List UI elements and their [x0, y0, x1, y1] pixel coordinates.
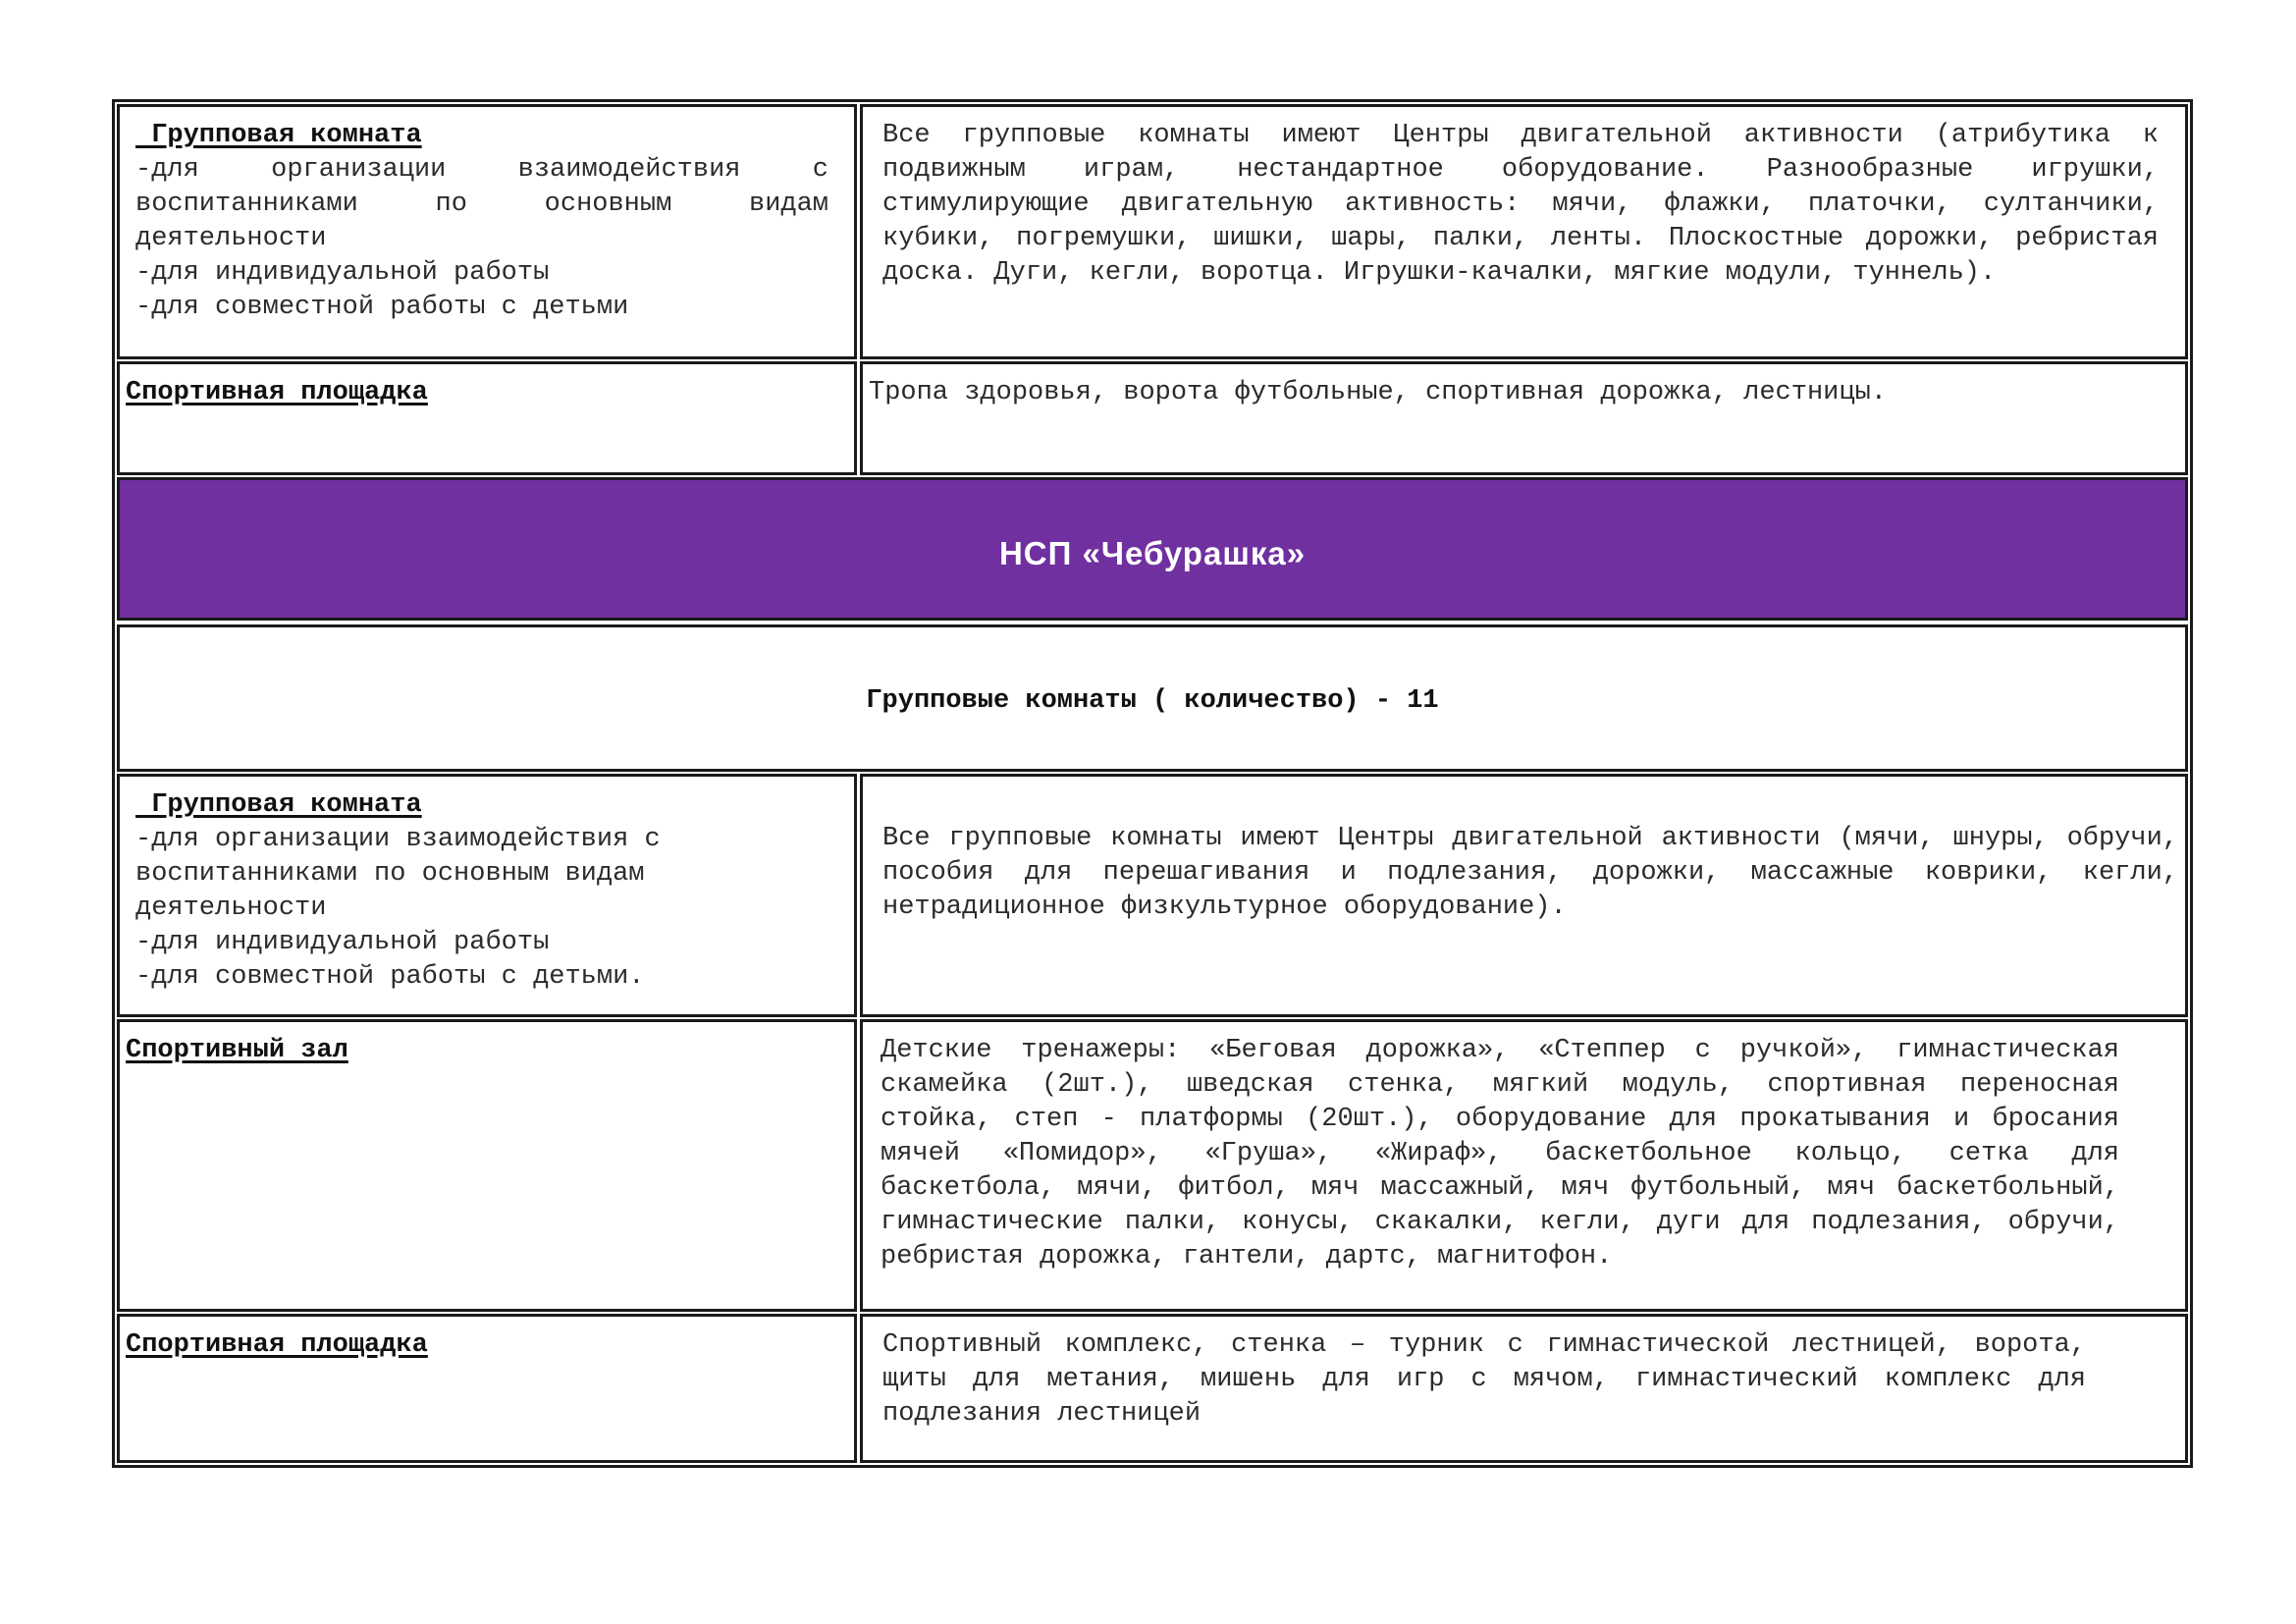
- sports-ground-equipment-cell: [860, 361, 2188, 475]
- group-room-equipment-cell: [860, 104, 2188, 359]
- gym-equipment: Детские тренажеры: «Беговая дорожка», «Степпер с ручкой», гимнастическая скамейка (2шт.), шведская стенка, мягкий модуль, спортивная переносная стойка, степ - платформы (20шт.), оборудование для прокатывания и бросания мячей «Помидор», «Груша», «Жираф», баскетбольное кольцо, сетка для баскетбола, мячи, фитбол, мяч массажный, мяч футбольный, мяч баскетбольный, гимнастические палки, конусы, скакалки, кегли, дуги для подлезания, обручи, ребристая дорожка, гантели, дартс, магнитофон.: [881, 1036, 2119, 1272]
- section-group-room-purpose: -для организации взаимодействия с воспитанниками по основным видам деятельности -для индивидуальной работы -для совместной работы с детьми.: [135, 825, 661, 992]
- section-banner-title: НСП «Чебурашка»: [998, 535, 1307, 571]
- gym-equipment-cell: [860, 1019, 2188, 1312]
- section-sports-ground-equipment-cell: [860, 1314, 2188, 1463]
- sports-ground-name-cell: [117, 361, 857, 475]
- section-group-room-title: Групповая комната: [135, 790, 422, 820]
- section-group-room-name-cell: [117, 774, 857, 1017]
- group-rooms-count-cell: [117, 624, 2188, 772]
- section-group-room-equipment: Все групповые комнаты имеют Центры двигательной активности (мячи, шнуры, обручи, пособия для перешагивания и подлезания, дорожки, массажные коврики, кегли, нетрадиционное физкультурное оборудование).: [882, 824, 2178, 922]
- group-room-equipment: Все групповые комнаты имеют Центры двигательной активности (атрибутика к подвижным играм, нестандартное оборудование. Разнообразные игрушки, стимулирующие двигательную активность: мячи, флажки, платочки, султанчики, кубики, погремушки, шишки, шары, палки, ленты. Плоскостные дорожки, ребристая доска. Дуги, кегли, воротца. Игрушки-качалки, мягкие модули, туннель).: [882, 121, 2159, 288]
- section-sports-ground-name-cell: [117, 1314, 857, 1463]
- sports-ground-title: Спортивная площадка: [126, 378, 428, 407]
- group-rooms-count: Групповые комнаты ( количество) - 11: [866, 686, 1439, 716]
- section-group-room-equipment-cell: [860, 774, 2188, 1017]
- gym-title: Спортивный зал: [126, 1036, 348, 1065]
- group-room-name-cell: [117, 104, 857, 359]
- section-sports-ground-equipment: Спортивный комплекс, стенка – турник с гимнастической лестницей, ворота, щиты для метания, мишень для игр с мячом, гимнастический комплекс для подлезания лестницей: [882, 1330, 2086, 1429]
- section-sports-ground-title: Спортивная площадка: [126, 1330, 428, 1360]
- gym-name-cell: [117, 1019, 857, 1312]
- group-room-purpose: -для организации взаимодействия с воспитанниками по основным видам деятельности -для индивидуальной работы -для совместной работы с детьми: [135, 155, 828, 322]
- sports-ground-equipment: Тропа здоровья, ворота футбольные, спортивная дорожка, лестницы.: [869, 378, 1887, 407]
- group-room-title: Групповая комната: [135, 121, 422, 150]
- section-banner: [117, 477, 2188, 621]
